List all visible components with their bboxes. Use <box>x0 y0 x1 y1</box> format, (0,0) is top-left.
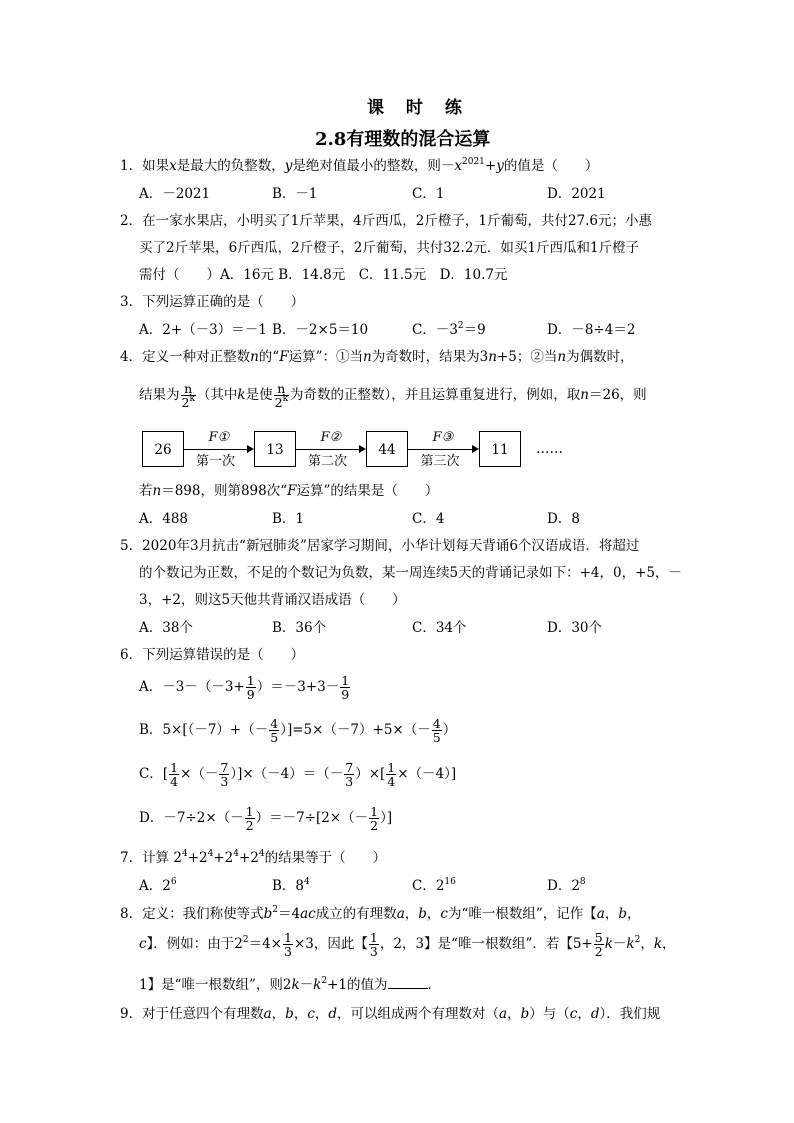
flow-ellipsis: …… <box>536 441 563 457</box>
question-number: 1． <box>120 158 143 174</box>
q3-option-d: D．－8÷4＝2 <box>547 322 636 338</box>
flow-arrow <box>408 449 472 450</box>
q5-option-c: C．34个 <box>412 620 467 636</box>
q5-option-d: D．30个 <box>547 620 603 636</box>
question-2-line3: 需付（ ）A．16元 B．14.8元 C．11.5元 D．10.7元 <box>139 267 508 283</box>
q5-option-b: B．36个 <box>272 620 327 636</box>
question-8-line2: c】．例如：由于$2^2=4\times$ $\frac{1}{3}$ ×3，因此【 $\frac{1}{3}$ ，2，3】是“唯一根数组”．若【5+ $\frac{5}{2}$ $k-k^2$，k， <box>139 930 676 959</box>
flow-arrow-bottom-label: 第一次 <box>195 454 235 469</box>
question-8-line3: 1】是“唯一根数组”，则$2k-k^2+1$的值为 ． <box>139 976 441 993</box>
question-5-line3: 3，+2，则这5天他共背诵汉语成语（ ） <box>139 592 406 608</box>
arrow-head-icon <box>472 445 479 453</box>
q1-option-b: B．－1 <box>272 186 318 202</box>
q6-option-c: C．[ $\frac{1}{4}$ ×（－ $\frac{7}{3}$ ）]×（－4）＝（－ $\frac{7}{3}$ ）×[ $\frac{1}{4}$ ×（－4）] <box>139 760 457 789</box>
fraction: $\frac{n}{2^k}$ <box>274 381 289 410</box>
flow-box: 11 <box>479 431 521 467</box>
page-title: 课 时 练 <box>367 98 470 118</box>
q6-option-d: D．－7÷2×（－ $\frac{1}{2}$ ）＝－7÷[2×（－ $\frac{1}{2}$ ）] <box>139 804 393 833</box>
question-1: 1．如果x是最大的负整数，y是绝对值最小的整数，则$-x^{2021}+y$的值是（ ） <box>120 157 599 174</box>
flow-box: 13 <box>254 431 296 467</box>
question-5: 5．2020年3月抗击“新冠肺炎”居家学习期间，小华计划每天背诵6个汉语成语．将超过 <box>120 538 640 554</box>
flow-arrow <box>296 449 359 450</box>
flow-box: 26 <box>142 431 184 467</box>
flow-box: 44 <box>366 431 408 467</box>
answer-blank[interactable] <box>388 976 428 989</box>
question-5-line2: 的个数记为正数，不足的个数记为负数，某一周连续5天的背诵记录如下：+4，0，+5，－ <box>139 565 682 581</box>
question-8: 8．定义：我们称使等式$b^2=4ac$成立的有理数a，b，c为“唯一根数组”，记作【a，b， <box>120 905 641 922</box>
question-2: 2．在一家水果店，小明买了1斤苹果，4斤西瓜，2斤橙子，1斤葡萄，共付27.6元；小惠 <box>120 213 653 229</box>
question-3: 3．下列运算正确的是（ ） <box>120 294 305 310</box>
question-4-line2: 结果为 $\frac{n}{2^k}$ （其中k是使 $\frac{n}{2^k}$ 为奇数的正整数），并且运算重复进行，例如，取n＝26，则 <box>139 381 647 410</box>
q1-option-c: C．1 <box>412 186 445 202</box>
flow-arrow <box>184 449 247 450</box>
q7-option-a: A．$2^6$ <box>139 877 177 894</box>
q7-option-d: D．$2^8$ <box>547 877 586 894</box>
q3-option-a: A．2+（－3）＝－1 <box>139 322 267 338</box>
flow-arrow-bottom-label: 第二次 <box>307 454 347 469</box>
flow-arrow-top-label: F② <box>320 430 342 445</box>
flow-arrow-top-label: F③ <box>432 430 454 445</box>
question-7: 7．计算 $2^4+2^4+2^4+2^4$的结果等于（ ） <box>120 849 387 866</box>
fraction: $\frac{n}{2^k}$ <box>181 381 195 410</box>
q3-option-b: B．－2×5＝10 <box>272 322 369 338</box>
q6-option-a: A．－3－（－3+ $\frac{1}{9}$ ）＝－3+3－ $\frac{1}{9}$ <box>139 673 350 702</box>
flow-arrow-bottom-label: 第三次 <box>420 454 460 469</box>
question-2-line2: 买了2斤苹果，6斤西瓜，2斤橙子，2斤葡萄，共付32.2元．如买1斤西瓜和1斤橙子 <box>139 240 640 256</box>
q4-option-b: B．1 <box>272 511 305 527</box>
q6-option-b: B．5×[（－7）+（－ $\frac{4}{5}$ ）]=5×（－7）+5×（－ $\frac{4}{5}$ ） <box>139 716 457 745</box>
arrow-head-icon <box>247 445 254 453</box>
question-4: 4．定义一种对正整数n的“F运算”：①当n为奇数时，结果为3n+5；②当n为偶数时， <box>120 349 634 365</box>
arrow-head-icon <box>359 445 366 453</box>
q1-option-d: D．2021 <box>547 186 606 202</box>
flow-arrow-top-label: F① <box>208 430 230 445</box>
q4-option-a: A．488 <box>139 511 189 527</box>
question-4-line3: 若n＝898，则第898次“F运算”的结果是（ ） <box>139 483 439 499</box>
question-9: 9．对于任意四个有理数a，b，c，d，可以组成两个有理数对（a，b）与（c，d）．我们规 <box>120 1006 661 1022</box>
q7-option-b: B．$8^4$ <box>272 877 310 894</box>
q4-option-d: D．8 <box>547 511 580 527</box>
page-subtitle: 2.8有理数的混合运算 <box>315 129 491 150</box>
q1-option-a: A．－2021 <box>139 186 211 202</box>
q4-option-c: C．4 <box>412 511 445 527</box>
q3-option-c: C．$-3^2=9$ <box>412 321 486 338</box>
question-6: 6．下列运算错误的是（ ） <box>120 647 305 663</box>
q5-option-a: A．38个 <box>139 620 193 636</box>
q7-option-c: C．$2^{16}$ <box>412 877 456 894</box>
